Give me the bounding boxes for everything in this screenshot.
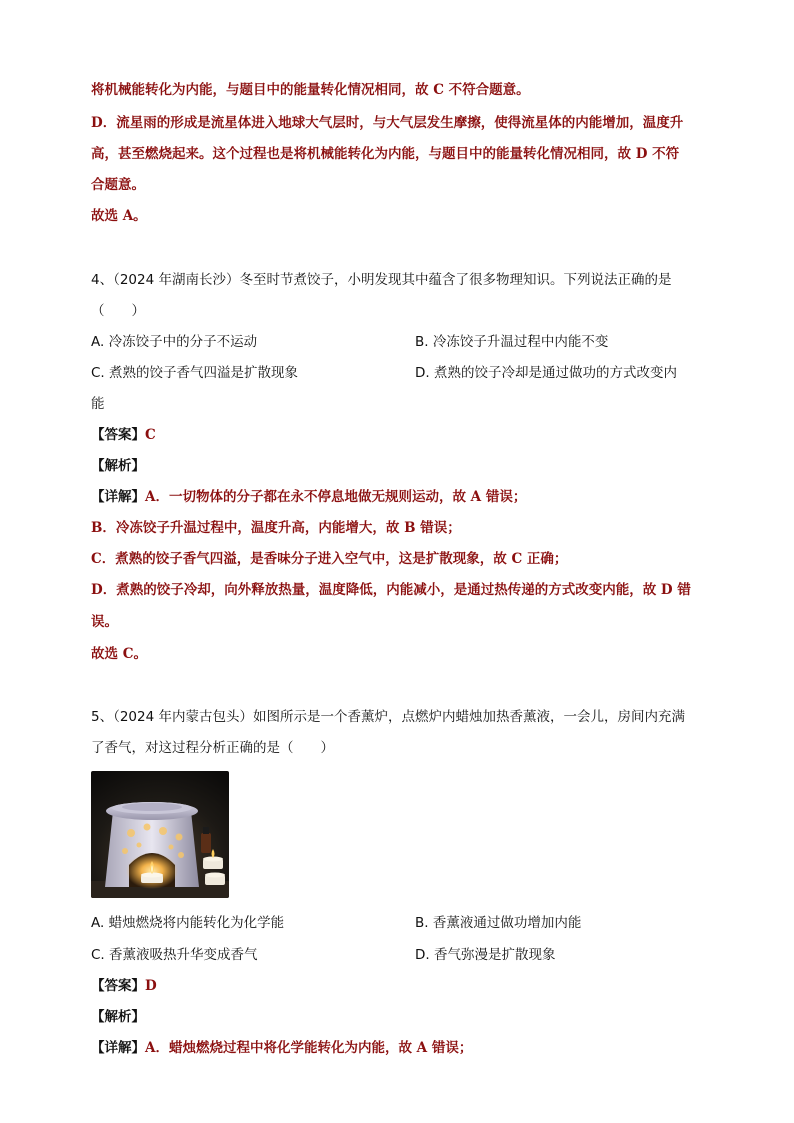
q5-detail-a: A．蜡烛燃烧过程中将化学能转化为内能，故 A 错误；	[145, 1040, 473, 1056]
q4-analysis-label: 【解析】	[91, 458, 145, 474]
q4-option-d: D. 煮熟的饺子冷却是通过做功的方式改变内	[415, 365, 677, 381]
prev-analysis-line-1: 将机械能转化为内能，与题目中的能量转化情况相同，故 C 不符合题意。	[91, 82, 530, 98]
q4-stem-line-1: 4、（2024 年湖南长沙）冬至时节煮饺子，小明发现其中蕴含了很多物理知识。下列说法正确的是	[91, 272, 672, 288]
prev-conclusion: 故选 A。	[91, 208, 147, 224]
q4-detail-label: 【详解】	[91, 489, 145, 505]
q5-answer	[91, 976, 703, 996]
q5-detail-label: 【详解】	[91, 1040, 145, 1056]
q4-detail-a: A．一切物体的分子都在永不停息地做无规则运动，故 A 错误；	[145, 489, 527, 505]
prev-analysis-line-2: D．流星雨的形成是流星体进入地球大气层时，与大气层发生摩擦，使得流星体的内能增加，温度升	[91, 115, 684, 131]
q5-answer-value: D	[145, 978, 157, 994]
q4-conclusion: 故选 C。	[91, 646, 147, 662]
q4-option-c: C. 煮熟的饺子香气四溢是扩散现象	[91, 365, 299, 381]
q4-detail-b: B．冷冻饺子升温过程中，温度升高，内能增大，故 B 错误；	[91, 520, 461, 536]
q4-option-a: A. 冷冻饺子中的分子不运动	[91, 334, 258, 350]
q4-answer-value: C	[145, 427, 156, 443]
prev-analysis-line-3: 高，甚至燃烧起来。这个过程也是将机械能转化为内能，与题目中的能量转化情况相同，故 D 不符	[91, 146, 680, 162]
q4-answer-label: 【答案】	[91, 427, 145, 443]
prev-analysis-line-4: 合题意。	[91, 177, 145, 193]
q4-detail-d: D．煮熟的饺子冷却，向外释放热量，温度降低，内能减小，是通过热传递的方式改变内能，故 D 错	[91, 582, 691, 598]
q4-option-d-continued: 能	[91, 396, 105, 412]
q5-analysis-label: 【解析】	[91, 1009, 145, 1025]
q4-answer	[91, 425, 703, 445]
q4-detail-line-1	[91, 487, 703, 507]
q5-option-c: C. 香薰液吸热升华变成香气	[91, 947, 258, 963]
q5-detail-line-1	[91, 1038, 703, 1058]
q5-option-b: B. 香薰液通过做功增加内能	[415, 915, 582, 931]
q5-stem-line-2: 了香气，对这过程分析正确的是（ ）	[91, 740, 334, 756]
q5-option-a: A. 蜡烛燃烧将内能转化为化学能	[91, 915, 285, 931]
q4-detail-d-continued: 误。	[91, 614, 118, 630]
q5-answer-label: 【答案】	[91, 978, 145, 994]
q5-stem-line-1: 5、（2024 年内蒙古包头）如图所示是一个香薰炉，点燃炉内蜡烛加热香薰液，一会儿，房间内充满	[91, 709, 685, 725]
aroma-burner-image	[91, 771, 229, 898]
q4-detail-c: C．煮熟的饺子香气四溢，是香味分子进入空气中，这是扩散现象，故 C 正确；	[91, 551, 568, 567]
q5-option-d: D. 香气弥漫是扩散现象	[415, 947, 556, 963]
q4-option-b: B. 冷冻饺子升温过程中内能不变	[415, 334, 609, 350]
q4-stem-line-2: （ ）	[91, 303, 145, 319]
